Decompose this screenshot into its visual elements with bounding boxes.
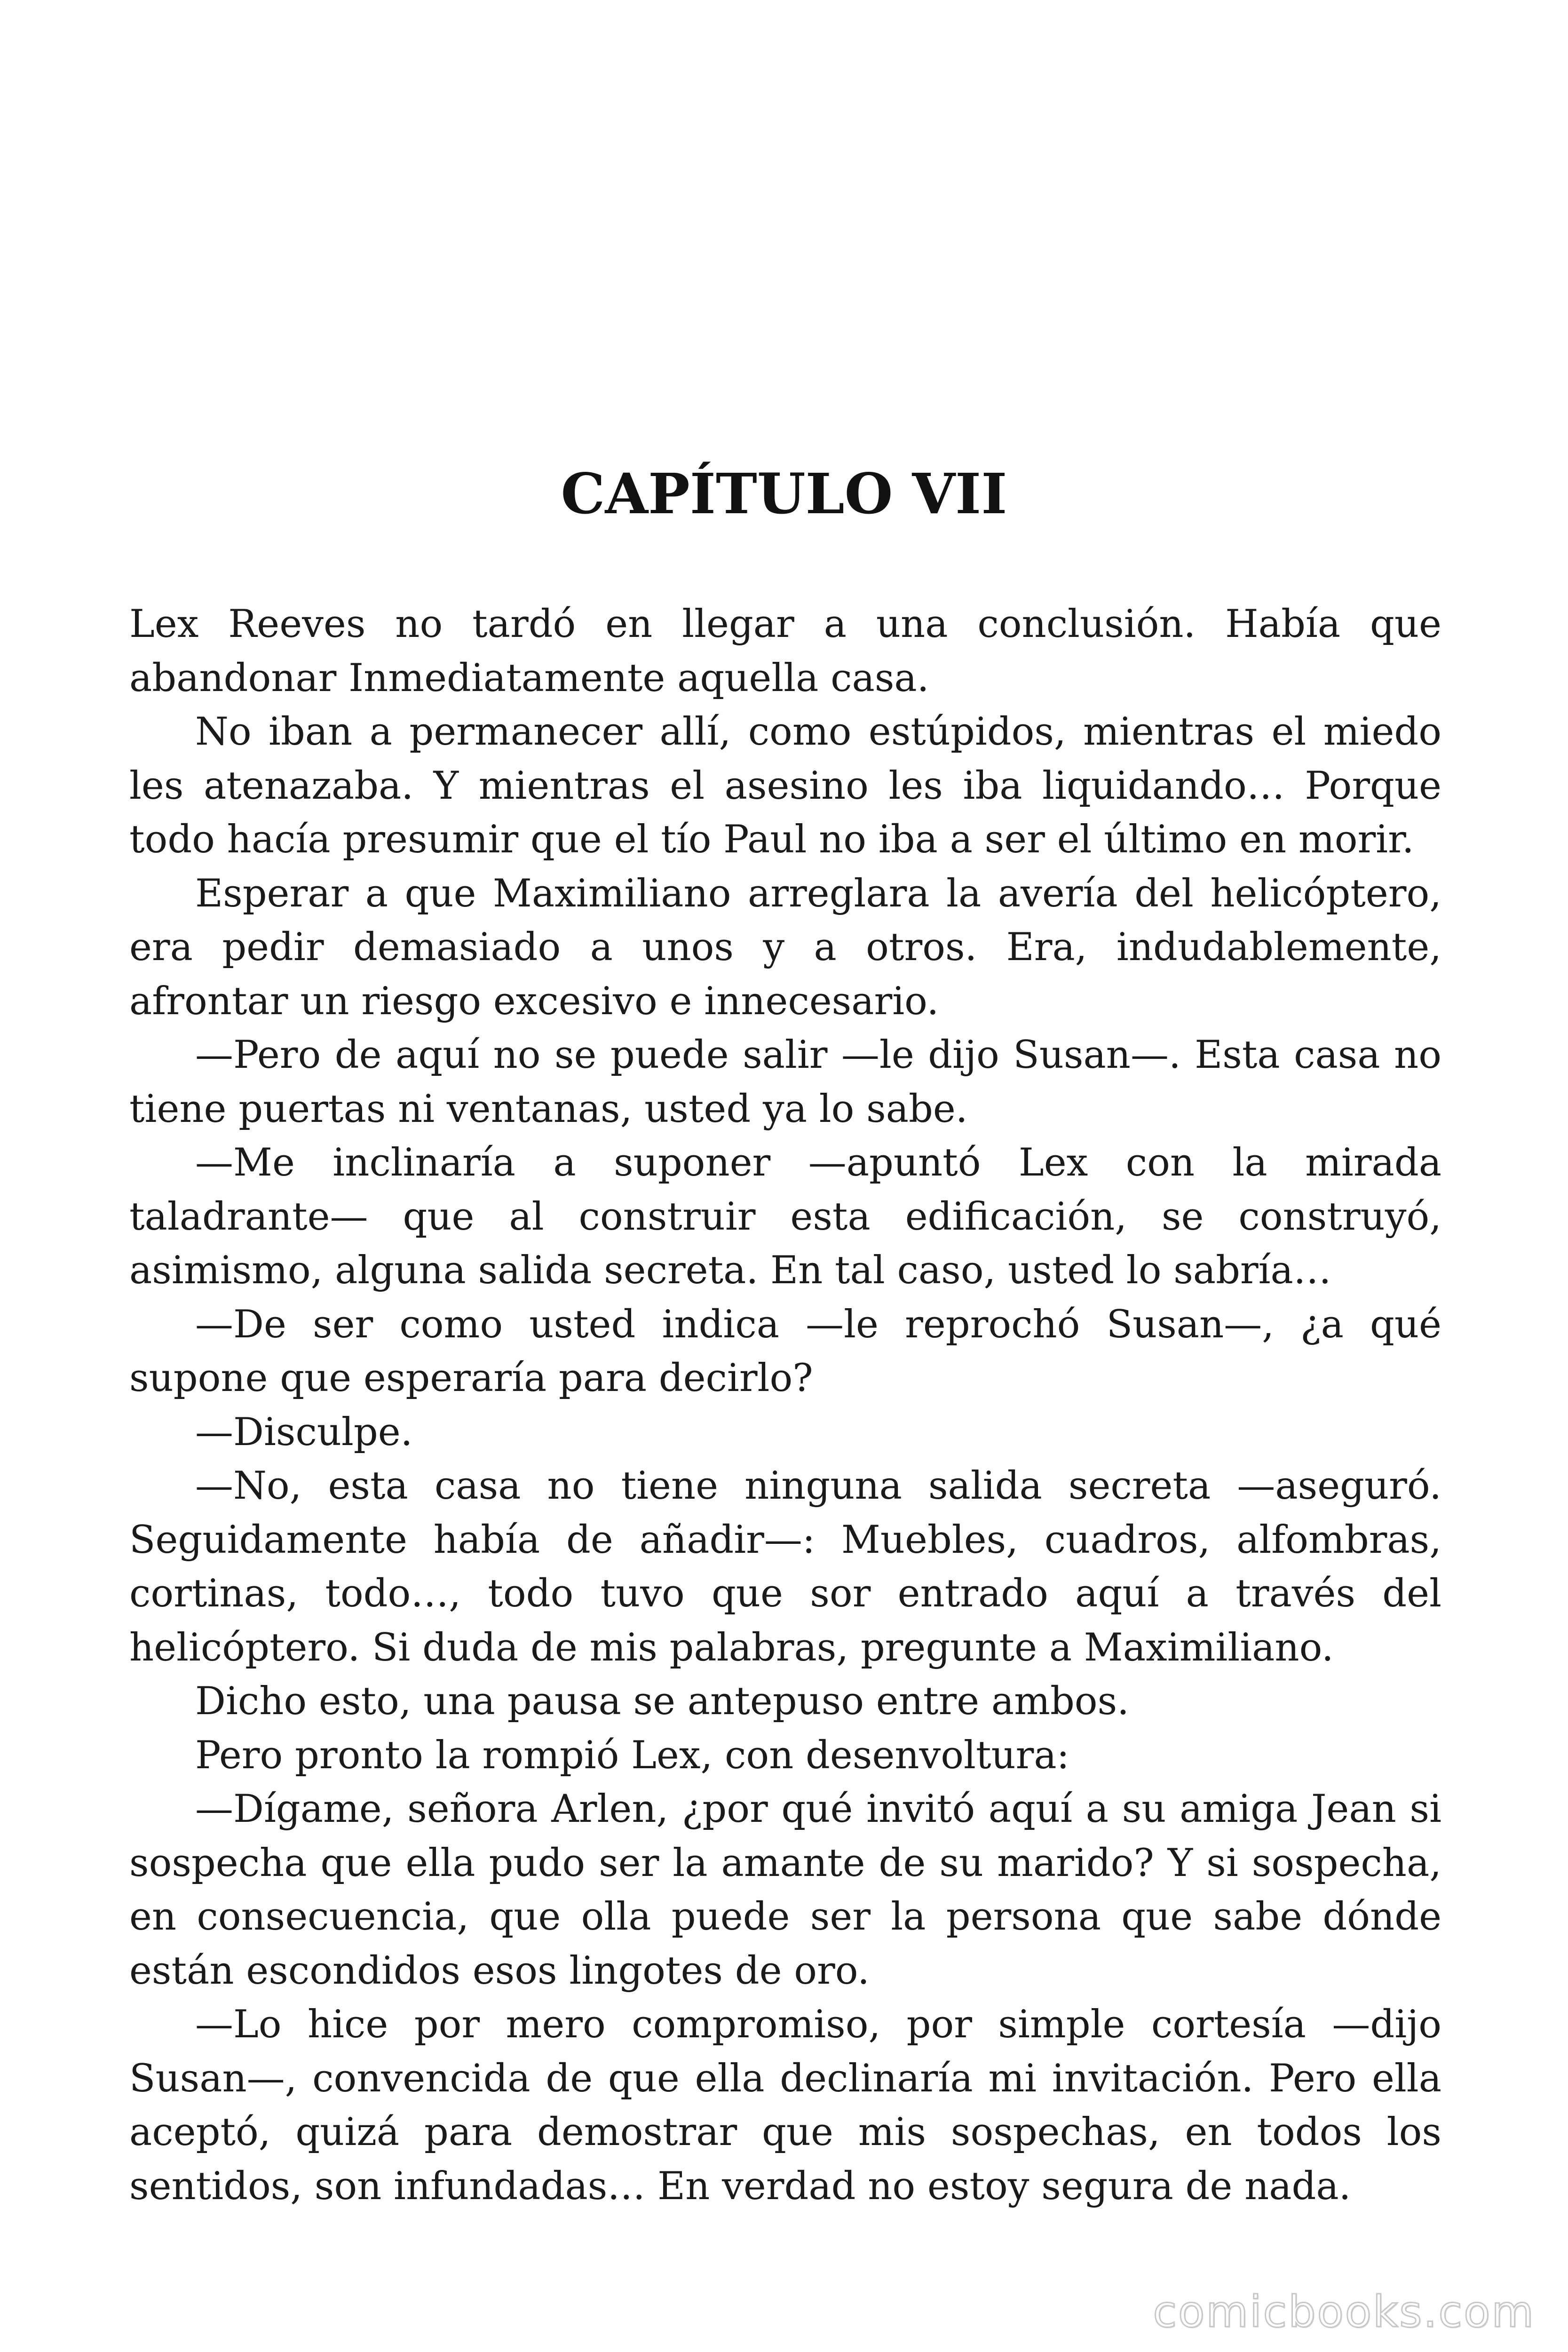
paragraph: Lex Reeves no tardó en llegar a una conclusión. Había que abandonar Inmediatamente aquella casa. [129, 602, 1441, 700]
paragraph: Dicho esto, una pausa se antepuso entre ambos. [195, 1679, 1129, 1724]
chapter-body [129, 597, 1441, 2213]
paragraph: —No, esta casa no tiene ninguna salida secreta —aseguró. Seguidamente había de añadir—: Muebles, cuadros, alfombras, cortinas, todo…, todo tuvo que sor entrado aquí a través del helicóptero. Si duda de mis palabras, pregunte a Maximiliano. [129, 1464, 1441, 1670]
paragraph: —Disculpe. [195, 1410, 413, 1454]
paragraph: —Dígame, señora Arlen, ¿por qué invitó aquí a su amiga Jean si sospecha que ella pudo ser la amante de su marido? Y si sospecha, en consecuencia, que olla puede ser la persona que sabe dónde están escondidos esos lingotes de oro. [129, 1787, 1441, 1993]
paragraph: —Lo hice por mero compromiso, por simple cortesía —dijo Susan—, convencida de que ella declinaría mi invitación. Pero ella aceptó, quizá para demostrar que mis sospechas, en todos los sentidos, son infundadas… En verdad no estoy segura de nada. [129, 2002, 1441, 2209]
paragraph: —Pero de aquí no se puede salir —le dijo Susan—. Esta casa no tiene puertas ni ventanas, usted ya lo sabe. [129, 1033, 1441, 1131]
watermark: comicbooks.com [1153, 2287, 1535, 2337]
paragraph: Pero pronto la rompió Lex, con desenvoltura: [195, 1733, 1069, 1778]
paragraph: —Me inclinaría a suponer —apuntó Lex con la mirada taladrante— que al construir esta edificación, se construyó, asimismo, alguna salida secreta. En tal caso, usted lo sabría… [129, 1141, 1441, 1293]
paragraph: No iban a permanecer allí, como estúpidos, mientras el miedo les atenazaba. Y mientras el asesino les iba liquidando… Porque todo hacía presumir que el tío Paul no iba a ser el último en morir. [129, 710, 1441, 862]
paragraph: Esperar a que Maximiliano arreglara la avería del helicóptero, era pedir demasiado a unos y a otros. Era, indudablemente, afrontar un riesgo excesivo e innecesario. [129, 871, 1441, 1024]
paragraph: —De ser como usted indica —le reprochó Susan—, ¿a qué supone que esperaría para decirlo? [129, 1302, 1441, 1400]
chapter-title: CAPÍTULO VII [561, 461, 1007, 526]
